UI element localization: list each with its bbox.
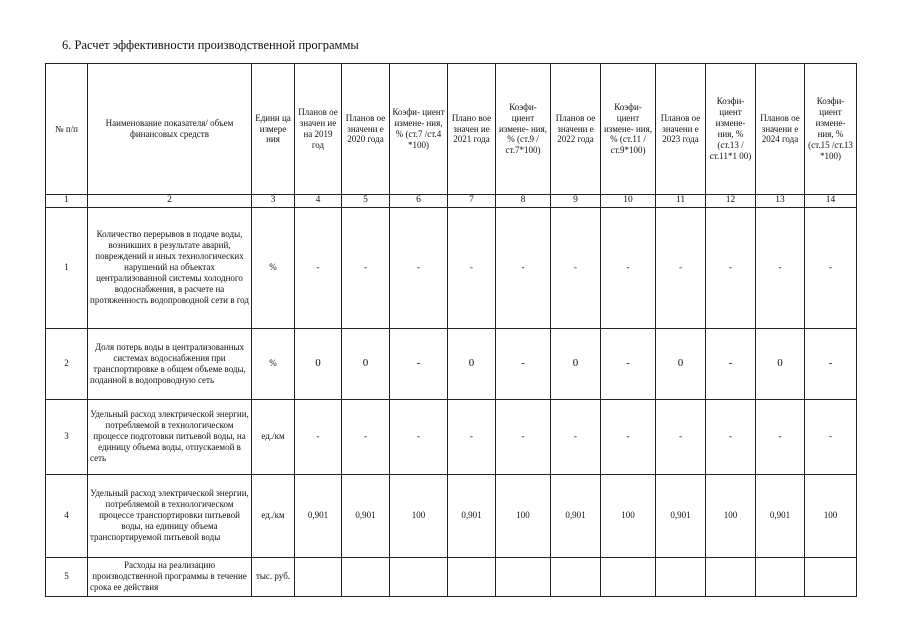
column-number: 7 <box>448 195 496 208</box>
page-title: 6. Расчет эффективности производственной программы <box>62 38 359 52</box>
unit-cell: ед./км <box>252 474 295 557</box>
header-cell: Едини ца измере ния <box>252 64 295 195</box>
value-cell: - <box>601 207 656 328</box>
value-cell: 0,901 <box>342 474 390 557</box>
value-cell: - <box>496 399 551 474</box>
value-cell: - <box>805 207 857 328</box>
column-number: 14 <box>805 195 857 208</box>
header-cell: Коэфи- циент измене- ния, % (ст.11 /ст.9*100) <box>601 64 656 195</box>
value-cell: 100 <box>601 474 656 557</box>
unit-cell: тыс. руб. <box>252 557 295 596</box>
value-cell <box>656 557 706 596</box>
column-number: 6 <box>390 195 448 208</box>
indicator-name: Количество перерывов в подаче воды, возникших в результате аварий, повреждений и иных технологических нарушений на объектах централизованной системы холодного водоснабжения, в расчете на протяженность водопроводной сети в год <box>88 207 252 328</box>
value-cell: 0 <box>656 328 706 399</box>
value-cell <box>805 557 857 596</box>
unit-cell: ед./км <box>252 399 295 474</box>
value-cell: - <box>496 207 551 328</box>
value-cell <box>601 557 656 596</box>
value-cell: - <box>706 399 756 474</box>
column-number: 12 <box>706 195 756 208</box>
value-cell: - <box>706 207 756 328</box>
value-cell: - <box>656 207 706 328</box>
value-cell <box>342 557 390 596</box>
row-number: 5 <box>46 557 88 596</box>
unit-cell: % <box>252 207 295 328</box>
value-cell: - <box>756 399 805 474</box>
value-cell <box>496 557 551 596</box>
value-cell <box>756 557 805 596</box>
value-cell <box>551 557 601 596</box>
value-cell: - <box>448 207 496 328</box>
value-cell: - <box>805 399 857 474</box>
header-cell: Коэфи- циент измене- ния, % (ст.7 /ст.4 *100) <box>390 64 448 195</box>
header-cell: Планов ое значени е 2022 года <box>551 64 601 195</box>
value-cell: - <box>496 328 551 399</box>
value-cell: - <box>448 399 496 474</box>
column-number: 8 <box>496 195 551 208</box>
table-row <box>46 474 857 557</box>
value-cell <box>295 557 342 596</box>
indicator-name: Расходы на реализацию производственной программы в течение срока ее действия <box>88 557 252 596</box>
value-cell: - <box>390 328 448 399</box>
header-cell: Плано вое значен ие 2021 года <box>448 64 496 195</box>
efficiency-table <box>45 63 857 597</box>
header-cell: Планов ое значен ие на 2019 год <box>295 64 342 195</box>
value-cell: 0,901 <box>656 474 706 557</box>
header-cell: Коэфи- циент измене- ния, % (ст.13 /ст.11*1 00) <box>706 64 756 195</box>
value-cell: 100 <box>805 474 857 557</box>
row-number: 4 <box>46 474 88 557</box>
column-number: 5 <box>342 195 390 208</box>
unit-cell: % <box>252 328 295 399</box>
column-number: 9 <box>551 195 601 208</box>
column-number: 2 <box>88 195 252 208</box>
value-cell: - <box>551 207 601 328</box>
column-number-row <box>46 195 857 208</box>
value-cell <box>706 557 756 596</box>
value-cell: - <box>601 328 656 399</box>
indicator-name: Доля потерь воды в централизованных системах водоснабжения при транспортировке в общем объеме воды, поданной в водопроводную сеть <box>88 328 252 399</box>
value-cell: - <box>295 207 342 328</box>
value-cell: 0,901 <box>295 474 342 557</box>
table-row <box>46 399 857 474</box>
column-number: 11 <box>656 195 706 208</box>
header-cell: Планов ое значени е 2023 года <box>656 64 706 195</box>
value-cell: 0,901 <box>551 474 601 557</box>
value-cell: - <box>601 399 656 474</box>
row-number: 1 <box>46 207 88 328</box>
value-cell: - <box>295 399 342 474</box>
value-cell: 100 <box>496 474 551 557</box>
column-number: 1 <box>46 195 88 208</box>
indicator-name: Удельный расход электрической энергии, потребляемой в технологическом процессе подготовки питьевой воды, на единицу объема воды, отпускаемой в сеть <box>88 399 252 474</box>
value-cell <box>448 557 496 596</box>
table-row <box>46 557 857 596</box>
value-cell: 100 <box>390 474 448 557</box>
column-number: 13 <box>756 195 805 208</box>
column-number: 3 <box>252 195 295 208</box>
column-number: 10 <box>601 195 656 208</box>
value-cell: 0 <box>342 328 390 399</box>
header-cell: Наименование показателя/ объем финансовых средств <box>88 64 252 195</box>
value-cell: - <box>342 207 390 328</box>
row-number: 3 <box>46 399 88 474</box>
value-cell: - <box>706 328 756 399</box>
column-number: 4 <box>295 195 342 208</box>
header-row <box>46 64 857 195</box>
value-cell: 0 <box>448 328 496 399</box>
value-cell: - <box>390 399 448 474</box>
header-cell: Планов ое значени е 2020 года <box>342 64 390 195</box>
value-cell: - <box>756 207 805 328</box>
header-cell: Коэфи- циент измене- ния, % (ст.15 /ст.13 *100) <box>805 64 857 195</box>
value-cell: 0 <box>756 328 805 399</box>
table-row <box>46 328 857 399</box>
header-cell: Коэфи- циент измене- ния, % (ст.9 /ст.7*100) <box>496 64 551 195</box>
value-cell: - <box>342 399 390 474</box>
value-cell: - <box>656 399 706 474</box>
value-cell: 100 <box>706 474 756 557</box>
value-cell: 0 <box>295 328 342 399</box>
indicator-name: Удельный расход электрической энергии, потребляемой в технологическом процессе транспортировки питьевой воды, на единицу объема транспортируемой питьевой воды <box>88 474 252 557</box>
header-cell: Планов ое значени е 2024 года <box>756 64 805 195</box>
value-cell: - <box>390 207 448 328</box>
value-cell: 0,901 <box>756 474 805 557</box>
value-cell: - <box>805 328 857 399</box>
value-cell: 0 <box>551 328 601 399</box>
value-cell <box>390 557 448 596</box>
header-cell: № п/п <box>46 64 88 195</box>
table-row <box>46 207 857 328</box>
value-cell: - <box>551 399 601 474</box>
value-cell: 0,901 <box>448 474 496 557</box>
row-number: 2 <box>46 328 88 399</box>
